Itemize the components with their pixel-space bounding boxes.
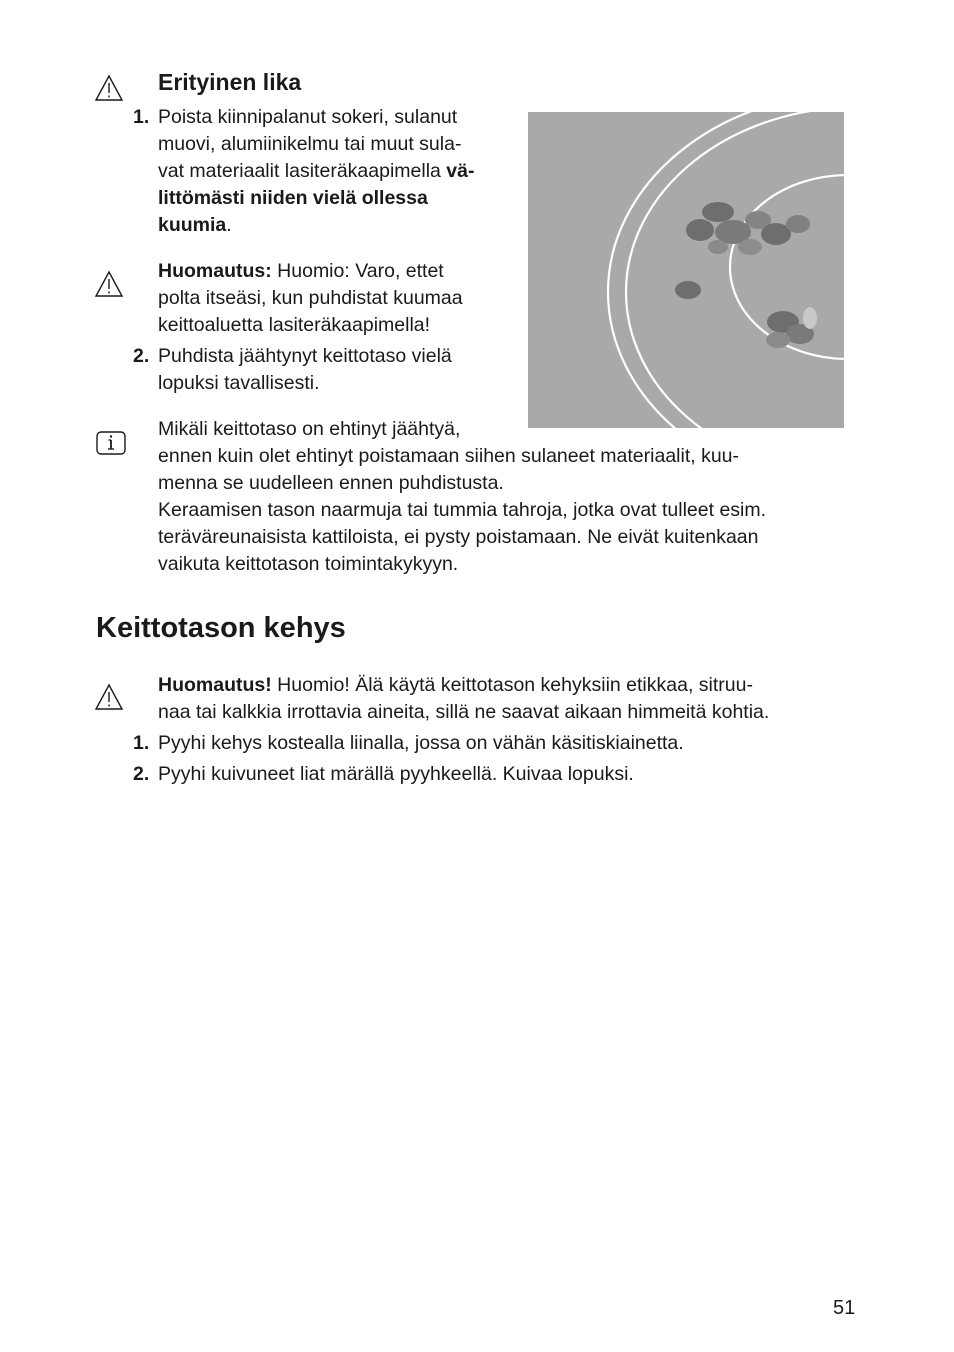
info-icon	[96, 431, 126, 460]
section-heading-special-dirt: Erityinen lika	[158, 69, 302, 95]
info-text: teräväreunaisista kattiloista, ei pysty poistamaan. Ne eivät kuitenkaan	[158, 526, 759, 548]
step-text: lopuksi tavallisesti.	[158, 372, 320, 394]
step-number: 2.	[133, 763, 150, 785]
step-text: Pyyhi kehys kostealla liinalla, jossa on vähän käsitiskiainetta.	[158, 732, 684, 754]
step-text-part: vat materiaalit lasiteräkaapimella	[158, 160, 447, 182]
step-text	[158, 158, 474, 185]
note-label: Huomautus:	[158, 260, 272, 282]
step-text: Pyyhi kuivuneet liat märällä pyyhkeellä. Kuivaa lopuksi.	[158, 763, 634, 785]
section-heading-frame: Keittotason kehys	[96, 612, 346, 644]
warning-triangle-icon	[94, 270, 124, 303]
warning-triangle-icon	[94, 74, 124, 107]
hob-stain-illustration	[528, 112, 844, 428]
bold-text: kuumia	[158, 214, 227, 236]
bold-text: littömästi niiden vielä ollessa	[158, 187, 428, 209]
info-text: Mikäli keittotaso on ehtinyt jäähtyä,	[158, 418, 461, 440]
note-text: polta itseäsi, kun puhdistat kuumaa	[158, 287, 463, 309]
note-text	[158, 672, 753, 699]
note-label: Huomautus!	[158, 674, 272, 696]
page-number: 51	[833, 1297, 856, 1319]
note-text	[158, 258, 444, 285]
step-number: 2.	[133, 345, 150, 367]
note-line: Huomio: Varo, ettet	[271, 260, 444, 282]
period: .	[226, 214, 232, 236]
step-text: Poista kiinnipalanut sokeri, sulanut	[158, 106, 458, 128]
step-text: Puhdista jäähtynyt keittotaso vielä	[158, 345, 452, 367]
info-text: ennen kuin olet ehtinyt poistamaan siihen sulaneet materiaalit, kuu-	[158, 445, 740, 467]
info-text: vaikuta keittotason toimintakykyyn.	[158, 553, 459, 575]
step-text-bold: vä-	[446, 160, 475, 182]
step-text-bold	[158, 185, 428, 212]
warning-triangle-icon	[94, 683, 124, 716]
step-number: 1.	[133, 732, 150, 754]
note-line: Huomio! Älä käytä keittotason kehyksiin etikkaa, sitruu-	[271, 674, 753, 696]
step-number: 1.	[133, 106, 150, 128]
info-text: Keraamisen tason naarmuja tai tummia tahroja, jotka ovat tulleet esim.	[158, 499, 767, 521]
note-text: keittoaluetta lasiteräkaapimella!	[158, 314, 431, 336]
step-text	[158, 212, 232, 239]
step-text: muovi, alumiinikelmu tai muut sula-	[158, 133, 462, 155]
info-text: menna se uudelleen ennen puhdistusta.	[158, 472, 504, 494]
note-text: naa tai kalkkia irrottavia aineita, sillä ne saavat aikaan himmeitä kohtia.	[158, 701, 770, 723]
